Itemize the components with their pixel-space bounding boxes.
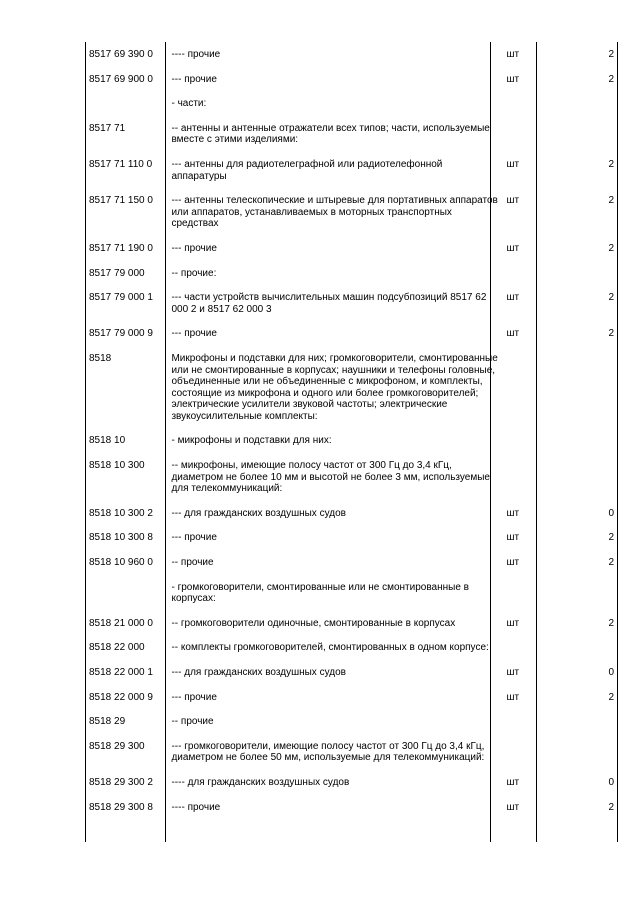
commodity-code-cell: 8517 79 000 9 xyxy=(89,328,153,340)
description-cell: -- прочие: xyxy=(171,267,217,279)
table-row xyxy=(85,550,618,575)
description-cell: --- прочие xyxy=(171,242,217,254)
commodity-code-cell: 8518 22 000 9 xyxy=(89,691,153,703)
table-row xyxy=(85,236,618,261)
commodity-code-cell: 8517 71 110 0 xyxy=(89,158,153,170)
commodity-code-cell: 8518 22 000 xyxy=(89,642,145,654)
unit-cell xyxy=(503,734,559,770)
description-cell: --- прочие xyxy=(171,532,217,544)
commodity-code-cell: 8517 79 000 xyxy=(89,267,145,279)
unit-cell: шт xyxy=(506,801,520,813)
tariff-table-body xyxy=(85,42,618,819)
description-cell: --- громкоговорители, имеющие полосу частот от 300 Гц до 3,4 кГц, диаметром не более 50 мм, используемые для телекоммуникаций: xyxy=(171,740,485,764)
unit-cell: шт xyxy=(506,49,520,60)
unit-cell: шт xyxy=(506,73,520,85)
table-row xyxy=(85,42,618,67)
rate-cell: 0 xyxy=(608,507,614,519)
description-cell: -- прочие xyxy=(171,716,214,728)
unit-cell xyxy=(503,91,559,116)
table-row xyxy=(85,525,618,550)
description-cell: --- для гражданских воздушных судов xyxy=(171,667,346,678)
rate-cell: 2 xyxy=(608,557,614,569)
commodity-code-cell: 8518 29 300 xyxy=(89,740,145,752)
unit-cell: шт xyxy=(506,195,520,207)
rate-cell: 2 xyxy=(608,292,614,304)
rate-cell: 0 xyxy=(608,776,614,788)
unit-cell: шт xyxy=(506,158,520,170)
commodity-code-cell: 8518 10 960 0 xyxy=(89,557,153,569)
table-row xyxy=(85,734,618,770)
table-row xyxy=(85,453,618,501)
description-cell: Микрофоны и подставки для них; громкоговорители, смонтированные или не смонтированные в корпусах; наушники и телефоны головные, объединенные или не объединенные с микрофоном, и комплекты, состоящие из микрофона и одного или более громкоговорителей; электрические усилители звуковой частоты; электрические звукоусилительные комплекты: xyxy=(171,352,498,422)
rate-cell xyxy=(558,346,618,429)
commodity-code-cell: 8517 69 390 0 xyxy=(89,49,153,60)
commodity-code-cell: 8517 71 190 0 xyxy=(89,242,153,254)
description-cell: --- части устройств вычислительных машин подсубпозиций 8517 62 000 2 и 8517 62 000 3 xyxy=(171,292,487,315)
table-row xyxy=(85,428,618,453)
description-cell: -- антенны и антенные отражатели всех типов; части, используемые вместе с этими изделиями: xyxy=(171,122,490,146)
rate-cell: 2 xyxy=(608,49,614,60)
rate-cell xyxy=(558,453,618,501)
description-cell: --- прочие xyxy=(171,691,217,703)
table-row xyxy=(85,770,618,795)
rate-cell: 0 xyxy=(608,667,614,678)
commodity-code-cell: 8518 10 300 2 xyxy=(89,507,153,519)
rate-cell: 2 xyxy=(608,532,614,544)
unit-cell xyxy=(503,346,559,429)
table-row xyxy=(85,261,618,286)
commodity-code-cell: 8518 29 300 2 xyxy=(89,776,153,788)
description-cell: ---- для гражданских воздушных судов xyxy=(171,776,350,788)
table-row xyxy=(85,660,618,685)
commodity-code-cell: 8518 10 xyxy=(89,435,126,447)
rate-cell: 2 xyxy=(608,73,614,85)
description-cell: --- для гражданских воздушных судов xyxy=(171,507,346,519)
unit-cell: шт xyxy=(506,776,520,788)
table-row xyxy=(85,685,618,710)
commodity-code-cell: 8517 79 000 1 xyxy=(89,292,153,304)
description-cell: -- громкоговорители одиночные, смонтированные в корпусах xyxy=(171,617,456,629)
description-cell: - громкоговорители, смонтированные или не смонтированные в корпусах: xyxy=(171,581,469,605)
commodity-code-cell: 8517 71 150 0 xyxy=(89,195,153,207)
commodity-code-cell xyxy=(85,91,167,116)
table-row xyxy=(85,321,618,346)
unit-cell: шт xyxy=(506,532,520,544)
unit-cell xyxy=(503,709,559,734)
description-cell: ---- прочие xyxy=(171,49,221,60)
rate-cell: 2 xyxy=(608,195,614,207)
table-row xyxy=(85,116,618,152)
commodity-code-cell: 8518 xyxy=(89,352,112,364)
rate-cell xyxy=(558,91,618,116)
unit-cell xyxy=(503,635,559,660)
commodity-code-cell xyxy=(85,575,167,611)
unit-cell: шт xyxy=(506,617,520,629)
description-cell: - части: xyxy=(171,98,207,110)
tariff-table xyxy=(85,42,618,819)
rate-cell xyxy=(558,635,618,660)
rate-cell xyxy=(558,116,618,152)
unit-cell: шт xyxy=(506,292,520,304)
commodity-code-cell: 8518 10 300 8 xyxy=(89,532,153,544)
description-cell: - микрофоны и подставки для них: xyxy=(171,435,332,447)
rate-cell xyxy=(558,261,618,286)
unit-cell xyxy=(503,261,559,286)
commodity-code-cell: 8517 69 900 0 xyxy=(89,73,153,85)
table-row xyxy=(85,152,618,188)
rate-cell xyxy=(558,709,618,734)
rate-cell xyxy=(558,734,618,770)
table-row xyxy=(85,67,618,92)
rate-cell xyxy=(558,428,618,453)
table-row xyxy=(85,635,618,660)
description-cell: -- комплекты громкоговорителей, смонтированных в одном корпусе: xyxy=(171,642,489,654)
table-row xyxy=(85,188,618,236)
unit-cell: шт xyxy=(506,328,520,340)
commodity-code-cell: 8517 71 xyxy=(89,122,126,134)
table-row xyxy=(85,501,618,526)
description-cell: --- антенны телескопические и штыревые для портативных аппаратов или аппаратов, устанавливаемых в моторных транспортных средствах xyxy=(171,195,498,230)
unit-cell xyxy=(503,428,559,453)
rate-cell: 2 xyxy=(608,801,614,813)
description-cell: --- прочие xyxy=(171,73,217,85)
table-row xyxy=(85,795,618,820)
description-cell: --- антенны для радиотелеграфной или радиотелефонной аппаратуры xyxy=(171,158,443,182)
table-row xyxy=(85,709,618,734)
unit-cell: шт xyxy=(506,667,520,678)
description-cell: -- прочие xyxy=(171,557,214,569)
commodity-code-cell: 8518 29 xyxy=(89,716,126,728)
rate-cell xyxy=(558,575,618,611)
table-row xyxy=(85,285,618,321)
table-row xyxy=(85,346,618,429)
description-cell: ---- прочие xyxy=(171,801,221,813)
rate-cell: 2 xyxy=(608,242,614,254)
unit-cell: шт xyxy=(506,507,520,519)
unit-cell: шт xyxy=(506,691,520,703)
table-row xyxy=(85,575,618,611)
commodity-code-cell: 8518 10 300 xyxy=(89,460,145,472)
unit-cell xyxy=(503,575,559,611)
description-cell: -- микрофоны, имеющие полосу частот от 300 Гц до 3,4 кГц, диаметром не более 10 мм и высотой не более 3 мм, используемые для телекоммуникаций: xyxy=(171,460,490,495)
table-row xyxy=(85,611,618,636)
commodity-code-cell: 8518 21 000 0 xyxy=(89,617,153,629)
commodity-code-cell: 8518 29 300 8 xyxy=(89,801,153,813)
rate-cell: 2 xyxy=(608,328,614,340)
description-cell: --- прочие xyxy=(171,328,217,340)
rate-cell: 2 xyxy=(608,691,614,703)
unit-cell: шт xyxy=(506,242,520,254)
rate-cell: 2 xyxy=(608,617,614,629)
unit-cell xyxy=(503,453,559,501)
unit-cell: шт xyxy=(506,557,520,569)
unit-cell xyxy=(503,116,559,152)
table-row xyxy=(85,91,618,116)
commodity-code-cell: 8518 22 000 1 xyxy=(89,667,153,678)
rate-cell: 2 xyxy=(608,158,614,170)
